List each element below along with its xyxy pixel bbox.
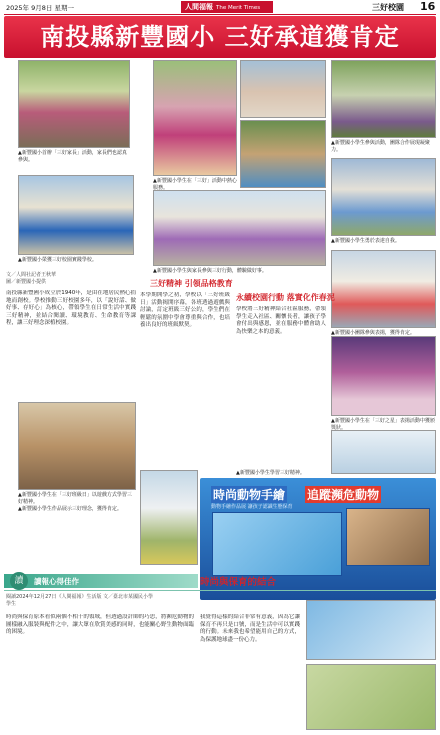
photo-2 — [153, 60, 237, 176]
photo-9 — [331, 250, 436, 328]
photo-10-caption: ▲新豐國小學生作品展示三好理念，獲得肯定。 — [18, 506, 122, 512]
reading-heading: 時尚與保育的結合 — [200, 577, 277, 588]
photo-7-caption: ▲新豐國小學生學習三好精神。 — [236, 470, 305, 476]
photo-12 — [331, 336, 436, 416]
subhead-sustainable-campus: 永續校園行動 落實化作春泥 — [236, 293, 335, 302]
logo-english: The Merit Times — [216, 5, 261, 11]
header-rule — [4, 14, 436, 15]
photo-4 — [240, 120, 326, 188]
photo-2-caption: ▲新豐國小學生在「三好」活動中熱心服務。 — [153, 178, 237, 191]
article-column-2: 本學期開學之初，學校以「三好班級日」活動揭開序幕，各班透過遊戲與討論，訂定班級三好公約，學生們在輕鬆的氛圍中學會尊重與合作，也培養出良好的班級默契。 — [140, 292, 230, 329]
photo-4-caption: ▲新豐國小學生與家長參與三好行動，體驗做好事。 — [153, 268, 267, 274]
issue-date: 2025年 9月8日 星期一 — [6, 4, 74, 12]
photo-6-caption: ▲新豐國小榮獲三好校園實踐學校。 — [18, 257, 97, 263]
photo-8-caption: ▲新豐國小團隊參與表揚，獲得肯定。 — [331, 330, 415, 336]
photo-6 — [18, 175, 134, 255]
headline: 南投縣新豐國小 三好承道獲肯定 — [40, 23, 400, 51]
subhead-character-education: 三好精神 引領品格教育 — [150, 279, 233, 288]
photo-13 — [331, 430, 436, 474]
photo-5-caption: ▲新豐國小學生參與活動，團隊合作展現凝聚力。 — [331, 140, 430, 153]
photo-3-caption: ▲新豐國小學生勇於表達自我。 — [331, 238, 400, 244]
photo-11 — [140, 470, 198, 565]
ad-image-animal — [346, 508, 430, 566]
logo-chinese: 人間福報 — [185, 3, 213, 11]
photo-9-caption: ▲新豐國小學生在「三好班級日」以遊戲方式學習三好精神。 — [18, 492, 132, 505]
photo-10 — [18, 402, 136, 490]
photo-3 — [240, 60, 326, 118]
book-icon: 讀 — [10, 572, 28, 590]
photo-7 — [153, 190, 326, 266]
article-column-3: 學校將三好精神結合社區服務，帶領學生走入社區、關懷長者，讓孩子學會付出與感恩，並在服務中體會助人為快樂之本的意義。 — [236, 306, 326, 335]
reading-bar-title: 讀報心得佳作 — [34, 577, 79, 586]
reading-text-1: 時尚與保育原本看似兩個不相干的領域，但透過設計師的巧思，將瀕危動物的圖樣融入服裝與配件之中，讓大眾在欣賞美感的同時，也能關心野生動物面臨的困境。 — [6, 614, 194, 636]
article-column-1: 南投縣新豐國小成立於1940年，是由在地居民熱心捐地而創校。學校推動三好校園多年，以「說好話、做好事、存好心」為核心，帶領學生在日常生活中實踐三好精神，並結合閱讀、環境教育、生命教育等課程，讓三好理念深植校園。 — [6, 290, 136, 327]
photo-11-caption: ▲新豐國小學生在「三好之星」表揚活動中獲頒獎狀。 — [331, 418, 435, 431]
photo-8 — [331, 158, 436, 236]
article-byline: 文／人間社記者王秋華 圖／新豐國小提供 — [6, 272, 57, 285]
reading-byline: 閱讀2024年12月27日《人間福報》生活版 文／臺北市某國民小學 學生 — [6, 594, 154, 607]
section-name: 三好校園 — [372, 3, 404, 12]
photo-15 — [306, 664, 436, 730]
reading-rule — [4, 590, 436, 591]
photo-14 — [306, 600, 436, 660]
photo-5 — [331, 60, 436, 138]
ad-image-whale — [212, 512, 342, 576]
ad-title-fashion: 時尚動物手繪 — [213, 488, 286, 502]
ad-title-endangered: 追蹤瀕危動物 — [307, 488, 380, 502]
ad-subtitle: 動物手繪作品展 讓孩子認識生態保育 — [211, 504, 293, 510]
reading-text-2: 我覺得這樣的結合非常有意義，因為它讓保育不再只是口號，而是生活中可以實踐的行動。未來我也希望能用自己的方式，為保護地球盡一份心力。 — [200, 614, 300, 643]
photo-1 — [18, 60, 130, 148]
masthead-logo — [181, 1, 273, 13]
photo-1-caption: ▲新豐國小首辦「三好家長」活動，家長們也認真參與。 — [18, 150, 127, 163]
page-number: 16 — [420, 0, 436, 13]
